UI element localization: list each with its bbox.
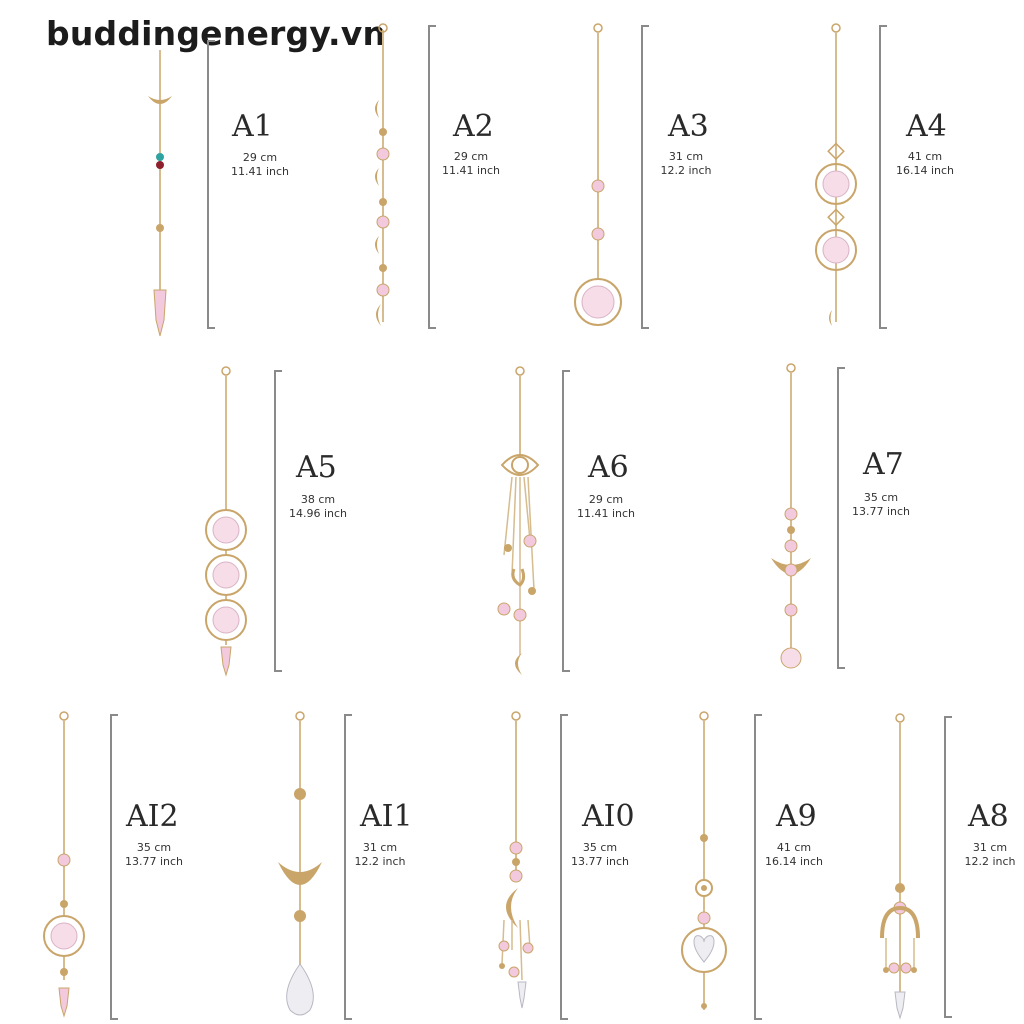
- suncatcher-ai2: [38, 710, 208, 1024]
- suncatcher-a5: [196, 365, 376, 685]
- suncatcher-a1-illustration: [140, 40, 200, 340]
- suncatcher-ai0-illustration: [488, 710, 548, 1024]
- suncatcher-a1: [140, 40, 320, 340]
- size-cm: 38 cm: [300, 493, 336, 506]
- size-cm: 29 cm: [453, 150, 489, 163]
- product-code: AI2: [126, 799, 179, 834]
- size-cm: 35 cm: [136, 841, 172, 854]
- watermark-text: buddingenergy.vn: [46, 14, 387, 53]
- suncatcher-a7: [765, 362, 945, 682]
- suncatcher-a9: [676, 710, 856, 1024]
- suncatcher-a8-illustration: [872, 712, 932, 1024]
- size-inch: 11.41 inch: [441, 164, 501, 177]
- size-cm: 35 cm: [582, 841, 618, 854]
- product-code: A4: [906, 109, 947, 144]
- suncatcher-ai1: [272, 710, 452, 1024]
- product-code: AI1: [360, 799, 413, 834]
- suncatcher-a3: [568, 22, 748, 332]
- size-cm: 35 cm: [863, 491, 899, 504]
- suncatcher-a5-illustration: [196, 365, 256, 685]
- suncatcher-ai2-illustration: [38, 710, 98, 1024]
- size-inch: 11.41 inch: [230, 165, 290, 178]
- suncatcher-ai0: [488, 710, 668, 1024]
- product-code: A3: [668, 109, 709, 144]
- size-cm: 31 cm: [668, 150, 704, 163]
- size-cm: 41 cm: [907, 150, 943, 163]
- size-inch: 12.2 inch: [964, 855, 1016, 868]
- suncatcher-a4: [808, 22, 1008, 332]
- size-cm: 29 cm: [242, 151, 278, 164]
- suncatcher-a7-illustration: [765, 362, 825, 682]
- size-inch: 11.41 inch: [576, 507, 636, 520]
- suncatcher-a6: [490, 365, 670, 685]
- size-inch: 14.96 inch: [288, 507, 348, 520]
- suncatcher-a4-illustration: [808, 22, 868, 332]
- size-cm: 31 cm: [362, 841, 398, 854]
- product-code: A8: [968, 799, 1009, 834]
- suncatcher-a3-illustration: [568, 22, 628, 332]
- suncatcher-a6-illustration: [490, 365, 560, 685]
- size-inch: 13.77 inch: [851, 505, 911, 518]
- size-inch: 13.77 inch: [124, 855, 184, 868]
- product-code: A9: [776, 799, 817, 834]
- product-code: A7: [863, 447, 904, 482]
- size-cm: 41 cm: [776, 841, 812, 854]
- suncatcher-a2: [365, 22, 545, 332]
- size-cm: 29 cm: [588, 493, 624, 506]
- size-inch: 12.2 inch: [354, 855, 406, 868]
- suncatcher-a2-illustration: [365, 22, 405, 332]
- product-code: A1: [232, 109, 273, 144]
- product-code: A5: [296, 450, 337, 485]
- suncatcher-a9-illustration: [676, 710, 736, 1024]
- size-inch: 13.77 inch: [570, 855, 630, 868]
- size-inch: 16.14 inch: [895, 164, 955, 177]
- size-inch: 12.2 inch: [660, 164, 712, 177]
- size-cm: 31 cm: [972, 841, 1008, 854]
- size-inch: 16.14 inch: [764, 855, 824, 868]
- suncatcher-ai1-illustration: [272, 710, 332, 1024]
- product-code: AI0: [582, 799, 635, 834]
- product-code: A6: [588, 450, 629, 485]
- suncatcher-a8: [872, 712, 1022, 1024]
- product-code: A2: [453, 109, 494, 144]
